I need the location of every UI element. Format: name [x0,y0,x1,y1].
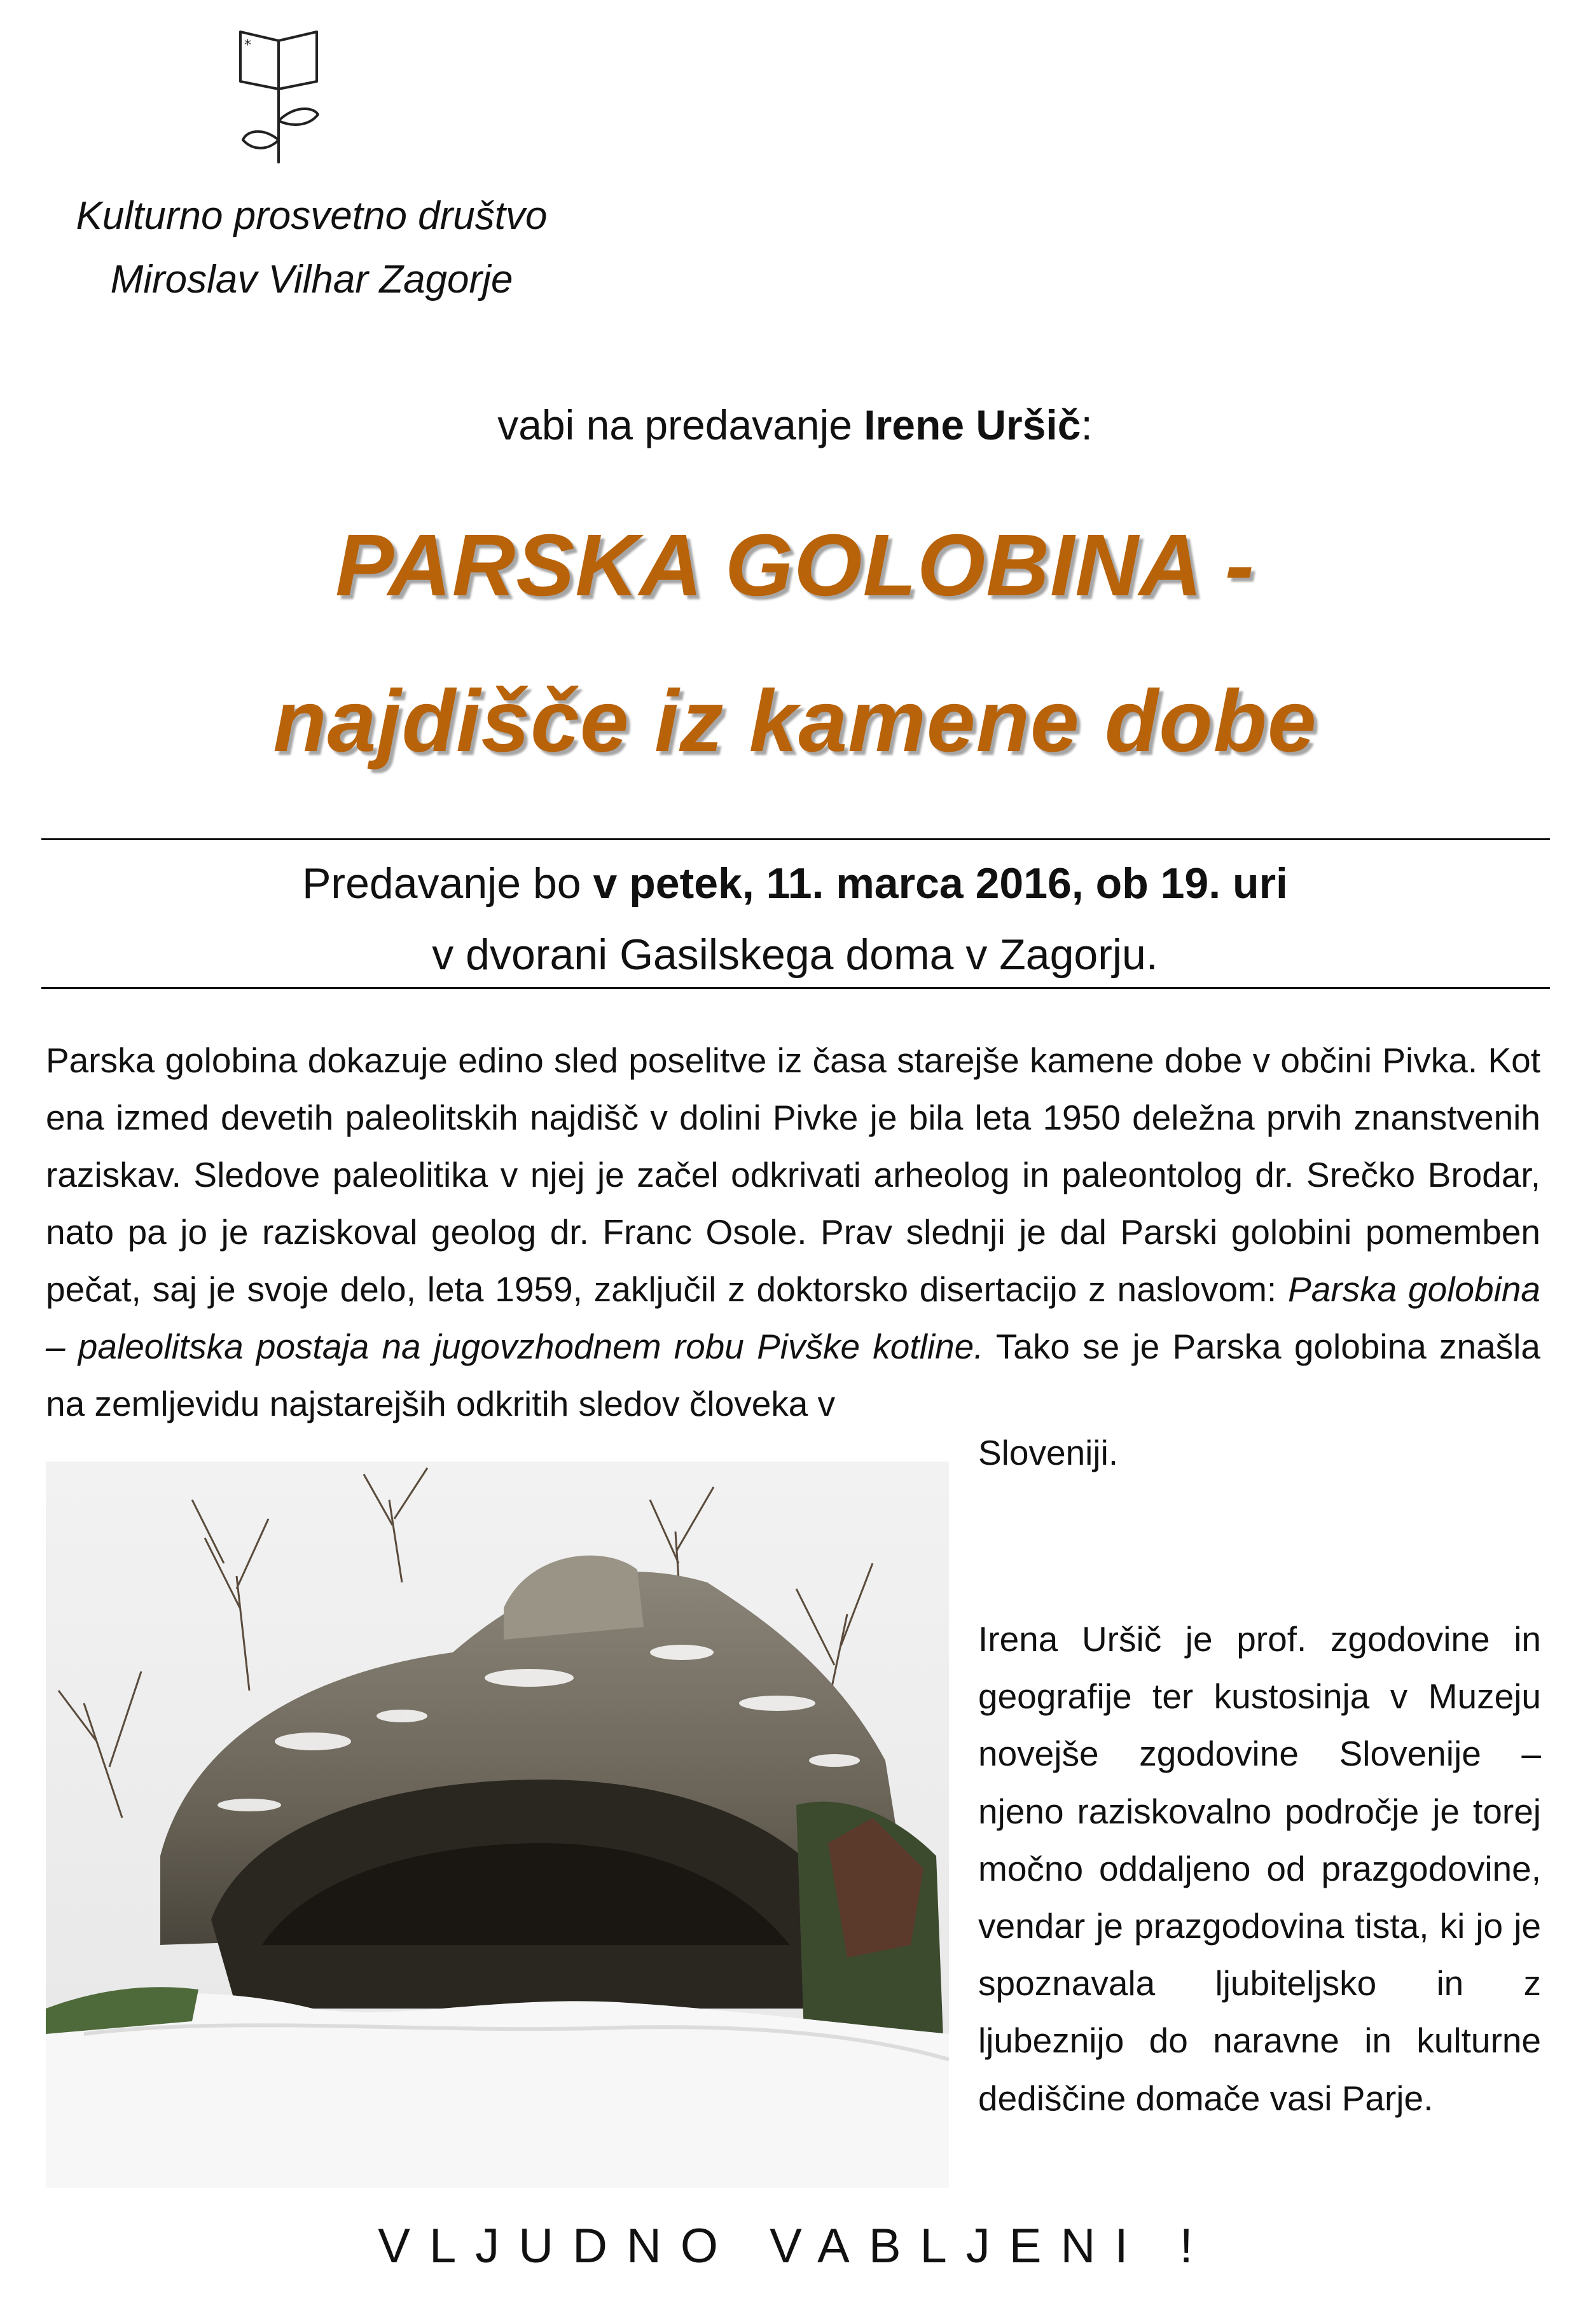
schedule-venue: v dvorani Gasilskega doma v Zagorju. [432,930,1158,979]
title-line-2: najdišče iz kamene dobe [273,672,1317,770]
closing-line: VLJUDNO VABLJENI ! [378,2219,1212,2273]
divider-bottom [41,987,1550,989]
organization-line-2: Miroslav Vilhar Zagorje [110,258,513,301]
schedule-block [0,848,1590,990]
description-part-2: Tako se je Parska golobina znašla na zemljevidu najstarejših odkritih sledov človeka v [46,1327,1540,1423]
invitation-prefix: vabi na predavanje [497,401,864,448]
description-part-1: Parska golobina dokazuje edino sled poselitve iz časa starejše kamene dobe v občini Pivka. Kot ena izmed devetih paleolitskih najdišč v dolini Pivke je bila leta 1950 deležna prvih znanstvenih raziskav. Sledove paleolitika v njej je začel odkrivati arheolog in paleontolog dr. Srečko Brodar, nato pa jo je raziskoval geolog dr. Franc Osole. Prav slednji je dal Parski golobini pomemben pečat, saj je svoje delo, leta 1959, zaključil z doktorsko disertacijo z naslovom: [46,1041,1540,1309]
schedule-prefix: Predavanje bo [302,859,593,908]
invitation-line [0,401,1590,449]
title-line-1: PARSKA GOLOBINA - [335,516,1255,614]
svg-text:*: * [244,38,251,53]
bio-end: dediščine domače vasi Parje. [978,2078,1434,2118]
speaker-bio [978,1610,1541,2127]
cave-photo [46,1462,949,2188]
bio-text: Irena Uršič je prof. zgodovine in geografije ter kustosinja v Muzeju novejše zgodovine Slovenije – njeno raziskovalno področje je torej močno oddaljeno od prazgodovine, vendar je prazgodovina tista, ki jo je spoznavala ljubiteljsko in z ljubeznijo do naravne in kulturne [978,1619,1541,2061]
speaker-name: Irene Uršič [864,401,1081,448]
book-flower-logo-icon [234,25,323,165]
dissertation-title: Parska golobina – paleolitska postaja na jugovzhodnem robu Pivške kotline. [46,1269,1540,1366]
schedule-datetime: v petek, 11. marca 2016, ob 19. uri [593,859,1288,908]
schedule-date-line [0,848,1590,919]
description-last-line: Sloveniji. [978,1433,1119,1472]
divider-top [41,838,1550,840]
description-paragraph [46,1032,1540,1432]
organization-name [45,184,579,312]
invitation-suffix: : [1081,401,1093,448]
organization-line-1: Kulturno prosvetno društvo [76,194,548,238]
